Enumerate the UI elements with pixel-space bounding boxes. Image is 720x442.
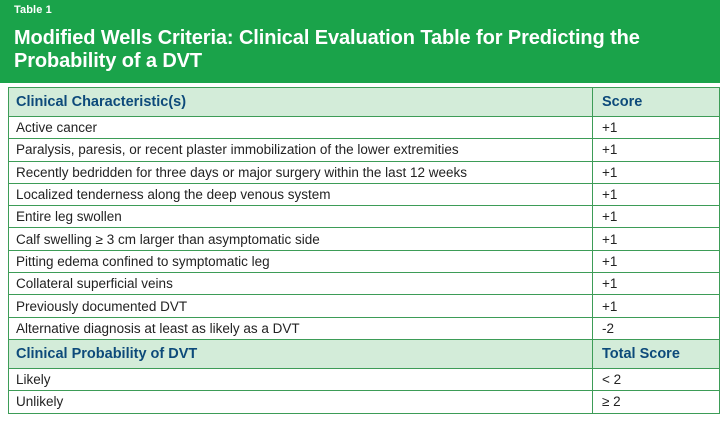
table-row — [9, 161, 720, 183]
table-row — [9, 368, 720, 390]
table-row — [9, 250, 720, 272]
characteristic-cell: Entire leg swollen — [9, 206, 593, 228]
table-header-banner — [0, 0, 720, 83]
criteria-header-row — [9, 88, 720, 117]
characteristic-cell: Collateral superficial veins — [9, 273, 593, 295]
table-row — [9, 183, 720, 205]
total-score-cell: ≥ 2 — [593, 391, 720, 413]
table-row — [9, 228, 720, 250]
table-title: Modified Wells Criteria: Clinical Evaluation Table for Predicting the Probability of a DVT — [14, 27, 640, 72]
characteristic-cell: Localized tenderness along the deep venous system — [9, 183, 593, 205]
column-header-characteristic: Clinical Characteristic(s) — [9, 88, 593, 117]
score-cell: +1 — [593, 273, 720, 295]
column-header-total-score: Total Score — [593, 339, 720, 368]
table-row — [9, 206, 720, 228]
characteristic-cell: Recently bedridden for three days or major surgery within the last 12 weeks — [9, 161, 593, 183]
column-header-probability: Clinical Probability of DVT — [9, 339, 593, 368]
total-score-cell: < 2 — [593, 368, 720, 390]
score-cell: +1 — [593, 161, 720, 183]
table-row — [9, 317, 720, 339]
characteristic-cell: Active cancer — [9, 117, 593, 139]
probability-header-row — [9, 339, 720, 368]
score-cell: +1 — [593, 295, 720, 317]
table-row — [9, 391, 720, 413]
probability-cell: Likely — [9, 368, 593, 390]
characteristic-cell: Alternative diagnosis at least as likely as a DVT — [9, 317, 593, 339]
characteristic-cell: Previously documented DVT — [9, 295, 593, 317]
table-row — [9, 295, 720, 317]
column-header-score: Score — [593, 88, 720, 117]
table-row — [9, 139, 720, 161]
score-cell: +1 — [593, 206, 720, 228]
wells-criteria-table — [8, 87, 720, 414]
score-cell: +1 — [593, 139, 720, 161]
score-cell: +1 — [593, 183, 720, 205]
score-cell: +1 — [593, 117, 720, 139]
score-cell: +1 — [593, 228, 720, 250]
characteristic-cell: Pitting edema confined to symptomatic leg — [9, 250, 593, 272]
score-cell: +1 — [593, 250, 720, 272]
probability-cell: Unlikely — [9, 391, 593, 413]
score-cell: -2 — [593, 317, 720, 339]
table-row — [9, 273, 720, 295]
characteristic-cell: Calf swelling ≥ 3 cm larger than asymptomatic side — [9, 228, 593, 250]
table-row — [9, 117, 720, 139]
table-number-label: Table 1 — [14, 4, 52, 16]
characteristic-cell: Paralysis, paresis, or recent plaster immobilization of the lower extremities — [9, 139, 593, 161]
